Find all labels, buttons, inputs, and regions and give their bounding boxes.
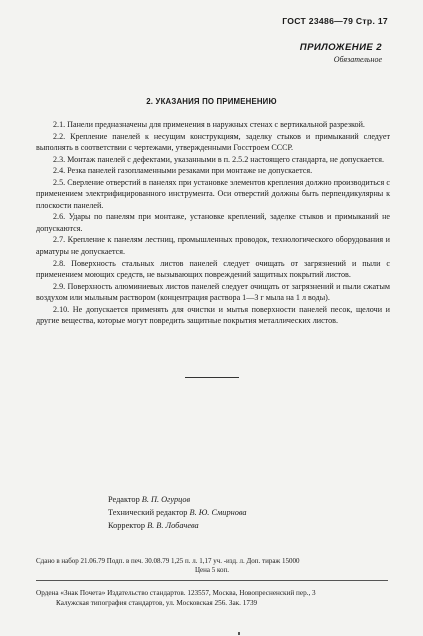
page-header: ГОСТ 23486—79 Стр. 17	[282, 16, 388, 26]
appendix-title: ПРИЛОЖЕНИЕ 2	[299, 42, 382, 53]
editor-line	[108, 493, 348, 506]
imprint-divider	[36, 580, 388, 581]
imprint-block	[36, 557, 388, 575]
page-speck	[238, 632, 240, 635]
paragraph-2-3: 2.3. Монтаж панелей с дефектами, указанными в п. 2.5.2 настоящего стандарта, не допускается.	[53, 154, 384, 164]
paragraph-2-9: 2.9. Поверхность алюминиевых листов панелей следует очищать от загрязнений и пыли сжатым воздухом или мыльным раствором (концентрация раствора 1—3 г мыла на 1 л воды).	[36, 281, 390, 303]
tech-editor-line	[108, 506, 348, 519]
paragraph-2-8: 2.8. Поверхность стальных листов панелей следует очищать от загрязнений и пыли с применением моющих средств, не вызывающих повреждений защитных покрытий листов.	[36, 258, 390, 280]
section-title: 2. УКАЗАНИЯ ПО ПРИМЕНЕНИЮ	[146, 97, 277, 106]
corrector-role: Корректор	[108, 521, 145, 530]
printing-house-line: Калужская типография стандартов, ул. Московская 256. Зак. 1739	[56, 598, 258, 607]
editors-block	[108, 493, 348, 532]
publisher-line: Ордена «Знак Почета» Издательство стандартов. 123557, Москва, Новопресненский пер., 3	[36, 589, 316, 597]
corrector-name: В. В. Лобачева	[147, 521, 199, 530]
corrector-line	[108, 519, 348, 532]
paragraph-2-10: 2.10. Не допускается применять для очистки и мытья поверхности панелей песок, щелочи и другие вещества, которые могут повредить защитные покрытия металлических листов.	[36, 304, 390, 326]
paragraph-2-5: 2.5. Сверление отверстий в панелях при установке элементов крепления должно производиться с применением электрифицированного инструмента. Оси отверстий должны быть перпендикулярны к плоскости панелей.	[36, 177, 390, 210]
paragraph-2-7: 2.7. Крепление к панелям лестниц, промышленных проводок, технологического оборудования и арматуры не допускается.	[36, 235, 390, 257]
price-line: Цена 5 коп.	[194, 566, 230, 574]
section-end-rule	[185, 377, 239, 378]
printer-block	[36, 589, 388, 608]
paragraph-2-1: 2.1. Панели предназначены для применения в наружных стенах с вертикальной разрезкой.	[53, 120, 365, 129]
editor-role: Редактор	[108, 495, 140, 504]
tech-editor-role: Технический редактор	[108, 508, 188, 517]
tech-editor-name: В. Ю. Смирнова	[189, 508, 247, 517]
paragraph-2-2: 2.2. Крепление панелей к несущим конструкциям, заделку стыков и примыканий следует выполнять в соответствии с чертежами, утвержденными Госстроем СССР.	[36, 131, 390, 153]
paragraph-2-4: 2.4. Резка панелей газопламенными резаками при монтаже не допускается.	[53, 166, 313, 176]
editor-name: В. П. Огурцов	[141, 495, 191, 504]
document-body	[36, 119, 390, 327]
imprint-line: Сдано в набор 21.06.79 Подп. в печ. 30.08.79 1,25 п. л. 1,17 уч. -изд. л. Доп. тираж 15000	[36, 557, 300, 565]
paragraph-2-6: 2.6. Удары по панелям при монтаже, установке креплений, заделке стыков и примыканий не допускаются.	[36, 212, 390, 233]
appendix-subtitle: Обязательное	[333, 55, 382, 64]
